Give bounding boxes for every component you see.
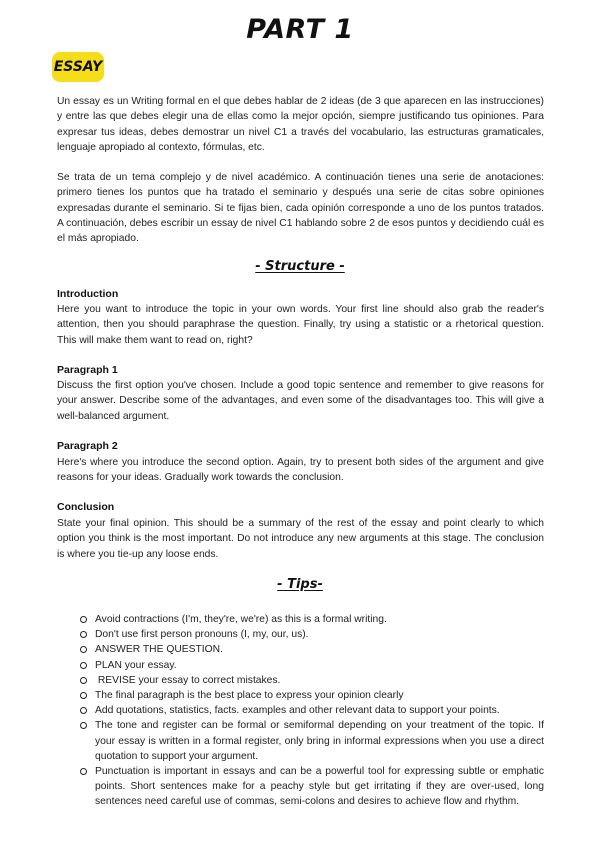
intro-paragraph-1: Un essay es un Writing formal en el que debes hablar de 2 ideas (de 3 que aparecen en las instrucciones) y entre las que debes elegir una de ellas como la mejor opción, siempre justificando tus opiniones. Para expresar tus ideas, debes demostrar un nivel C1 a través del vocabulario, las estructuras gramaticales, lenguaje apropiado al contexto, fórmulas, etc. — [57, 96, 544, 153]
bullet-circle-icon — [80, 722, 87, 729]
paragraph-2-body: Here's where you introduce the second option. Again, try to present both sides of the argument and give reasons for your ideas. Gradually work towards the conclusion. — [57, 457, 544, 484]
tips-list — [80, 612, 544, 810]
introduction-body: Here you want to introduce the topic in your own words. Your first line should also grab the reader's attention, then you should paraphrase the question. Finally, try using a statistic or a rhetorical question. This will make them want to read on, right? — [57, 304, 544, 346]
tip-item: ANSWER THE QUESTION. — [80, 642, 544, 657]
bullet-circle-icon — [80, 631, 87, 638]
tip-item: REVISE your essay to correct mistakes. — [80, 673, 544, 688]
tip-item: Add quotations, statistics, facts. examples and other relevant data to support your points. — [80, 703, 544, 718]
conclusion-body: State your final opinion. This should be a summary of the rest of the essay and point clearly to which option you think is the most important. Do not introduce any new arguments at this stage. The conclusion is where you tie-up any loose ends. — [57, 518, 544, 560]
intro-paragraph-2: Se trata de un tema complejo y de nivel académico. A continuación tienes una serie de anotaciones: primero tienes los puntos que ha tratado el seminario y después una serie de citas sobre opiniones expresadas durante el seminario. Si te fijas bien, cada opinión corresponde a uno de los puntos tratados. A continuación, debes escribir un essay de nivel C1 hablando sobre 2 de esos puntos y decidiendo cuál es el más apropiado. — [57, 172, 544, 245]
bullet-circle-icon — [80, 662, 87, 669]
essay-badge: ESSAY — [52, 52, 104, 82]
tip-item: The final paragraph is the best place to express your opinion clearly — [80, 688, 544, 703]
structure-heading: - Structure - — [255, 259, 345, 274]
tips-heading: - Tips- — [277, 577, 323, 592]
bullet-circle-icon — [80, 646, 87, 653]
tip-item: PLAN your essay. — [80, 658, 544, 673]
bullet-circle-icon — [80, 707, 87, 714]
bullet-circle-icon — [80, 677, 87, 684]
bullet-circle-icon — [80, 692, 87, 699]
conclusion-title: Conclusion — [57, 501, 115, 513]
tip-item: Punctuation is important in essays and can be a powerful tool for expressing subtle or emphatic points. Short sentences make for a peachy style but get irritating if they are over-used, long sentences need careful use of commas, semi-colons and desires to achieve flow and rhythm. — [80, 764, 544, 810]
bullet-circle-icon — [80, 616, 87, 623]
bullet-circle-icon — [80, 768, 87, 775]
paragraph-2-title: Paragraph 2 — [57, 440, 118, 452]
introduction-title: Introduction — [57, 288, 119, 300]
paragraph-1-title: Paragraph 1 — [57, 364, 118, 376]
tip-item: Avoid contractions (I'm, they're, we're) as this is a formal writing. — [80, 612, 544, 627]
tip-item: Don't use first person pronouns (I, my, our, us). — [80, 627, 544, 642]
tip-item: The tone and register can be formal or semiformal depending on your treatment of the topic. If your essay is written in a formal register, only bring in informal expressions when you use a direct quotation to support your argument. — [80, 718, 544, 764]
page-title: PART 1 — [246, 14, 354, 45]
paragraph-1-body: Discuss the first option you've chosen. Include a good topic sentence and remember to give reasons for your answer. Describe some of the advantages, and even some of the disadvantages too. This will give a well-balanced argument. — [57, 380, 544, 422]
